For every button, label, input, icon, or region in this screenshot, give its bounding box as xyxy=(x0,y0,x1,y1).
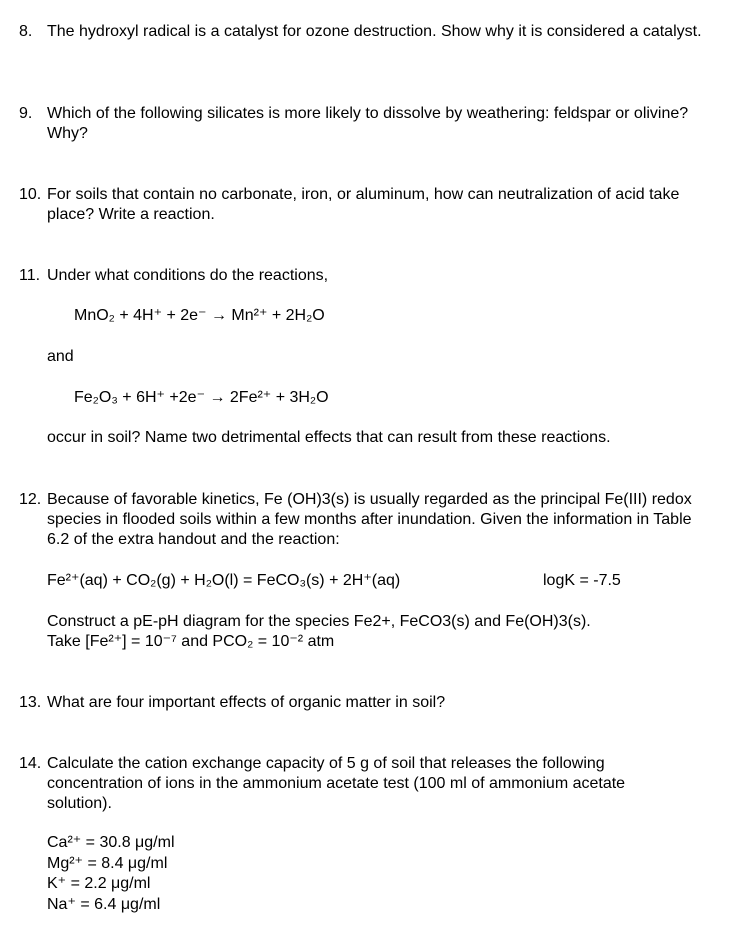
construct-instruction: Construct a pE-pH diagram for the species Fe2+, FeCO3(s) and Fe(OH)3(s). xyxy=(47,613,591,630)
equation-mno2: MnO₂ + 4H⁺ + 2e⁻ → Mn²⁺ + 2H₂O xyxy=(74,307,325,324)
question-text: The hydroxyl radical is a catalyst for ozone destruction. Show why it is considered a catalyst. xyxy=(47,23,702,40)
reaction-line xyxy=(47,571,710,591)
question-number: 10. xyxy=(19,186,42,203)
question-number: 13. xyxy=(19,694,42,711)
conjunction-and: and xyxy=(47,348,74,365)
question-number: 12. xyxy=(19,491,42,508)
question-text: What are four important effects of organic matter in soil? xyxy=(47,694,446,711)
ion-ca: Ca²⁺ = 30.8 μg/ml xyxy=(47,834,175,851)
ion-k: K⁺ = 2.2 μg/ml xyxy=(47,875,151,892)
question-11-tail: occur in soil? Name two detrimental effects that can result from these reactions. xyxy=(47,429,611,446)
question-text: For soils that contain no carbonate, iron, or aluminum, how can neutralization of acid take place? Write a reaction. xyxy=(47,186,680,223)
question-text: Which of the following silicates is more likely to dissolve by weathering: feldspar or olivine? Why? xyxy=(47,105,689,142)
ion-na: Na⁺ = 6.4 μg/ml xyxy=(47,895,161,913)
question-number: 8. xyxy=(19,23,33,40)
question-number: 11. xyxy=(19,267,41,284)
equation-fe2o3: Fe₂O₃ + 6H⁺ +2e⁻ → 2Fe²⁺ + 3H₂O xyxy=(74,389,329,406)
question-text: Under what conditions do the reactions, xyxy=(47,267,329,284)
ion-mg: Mg²⁺ = 8.4 μg/ml xyxy=(47,854,168,872)
take-conditions: Take [Fe²⁺] = 10⁻⁷ and PCO₂ = 10⁻² atm xyxy=(47,633,335,650)
question-text: Because of favorable kinetics, Fe (OH)3(s) is usually regarded as the principal Fe(III) redox species in flooded soils within a few months after inundation. Given the information in Table 6.2 of the extra handout and the reaction: xyxy=(47,491,692,548)
question-number: 14. xyxy=(19,755,42,772)
ion-concentrations xyxy=(47,833,175,915)
logk-value: logK = -7.5 xyxy=(543,572,621,589)
reaction-equation: Fe²⁺(aq) + CO₂(g) + H₂O(l) = FeCO₃(s) + 2H⁺(aq) xyxy=(47,572,401,589)
question-number: 9. xyxy=(19,105,33,122)
question-text: Calculate the cation exchange capacity of 5 g of soil that releases the following concentration of ions in the ammonium acetate test (100 ml of ammonium acetate solution). xyxy=(47,755,626,812)
